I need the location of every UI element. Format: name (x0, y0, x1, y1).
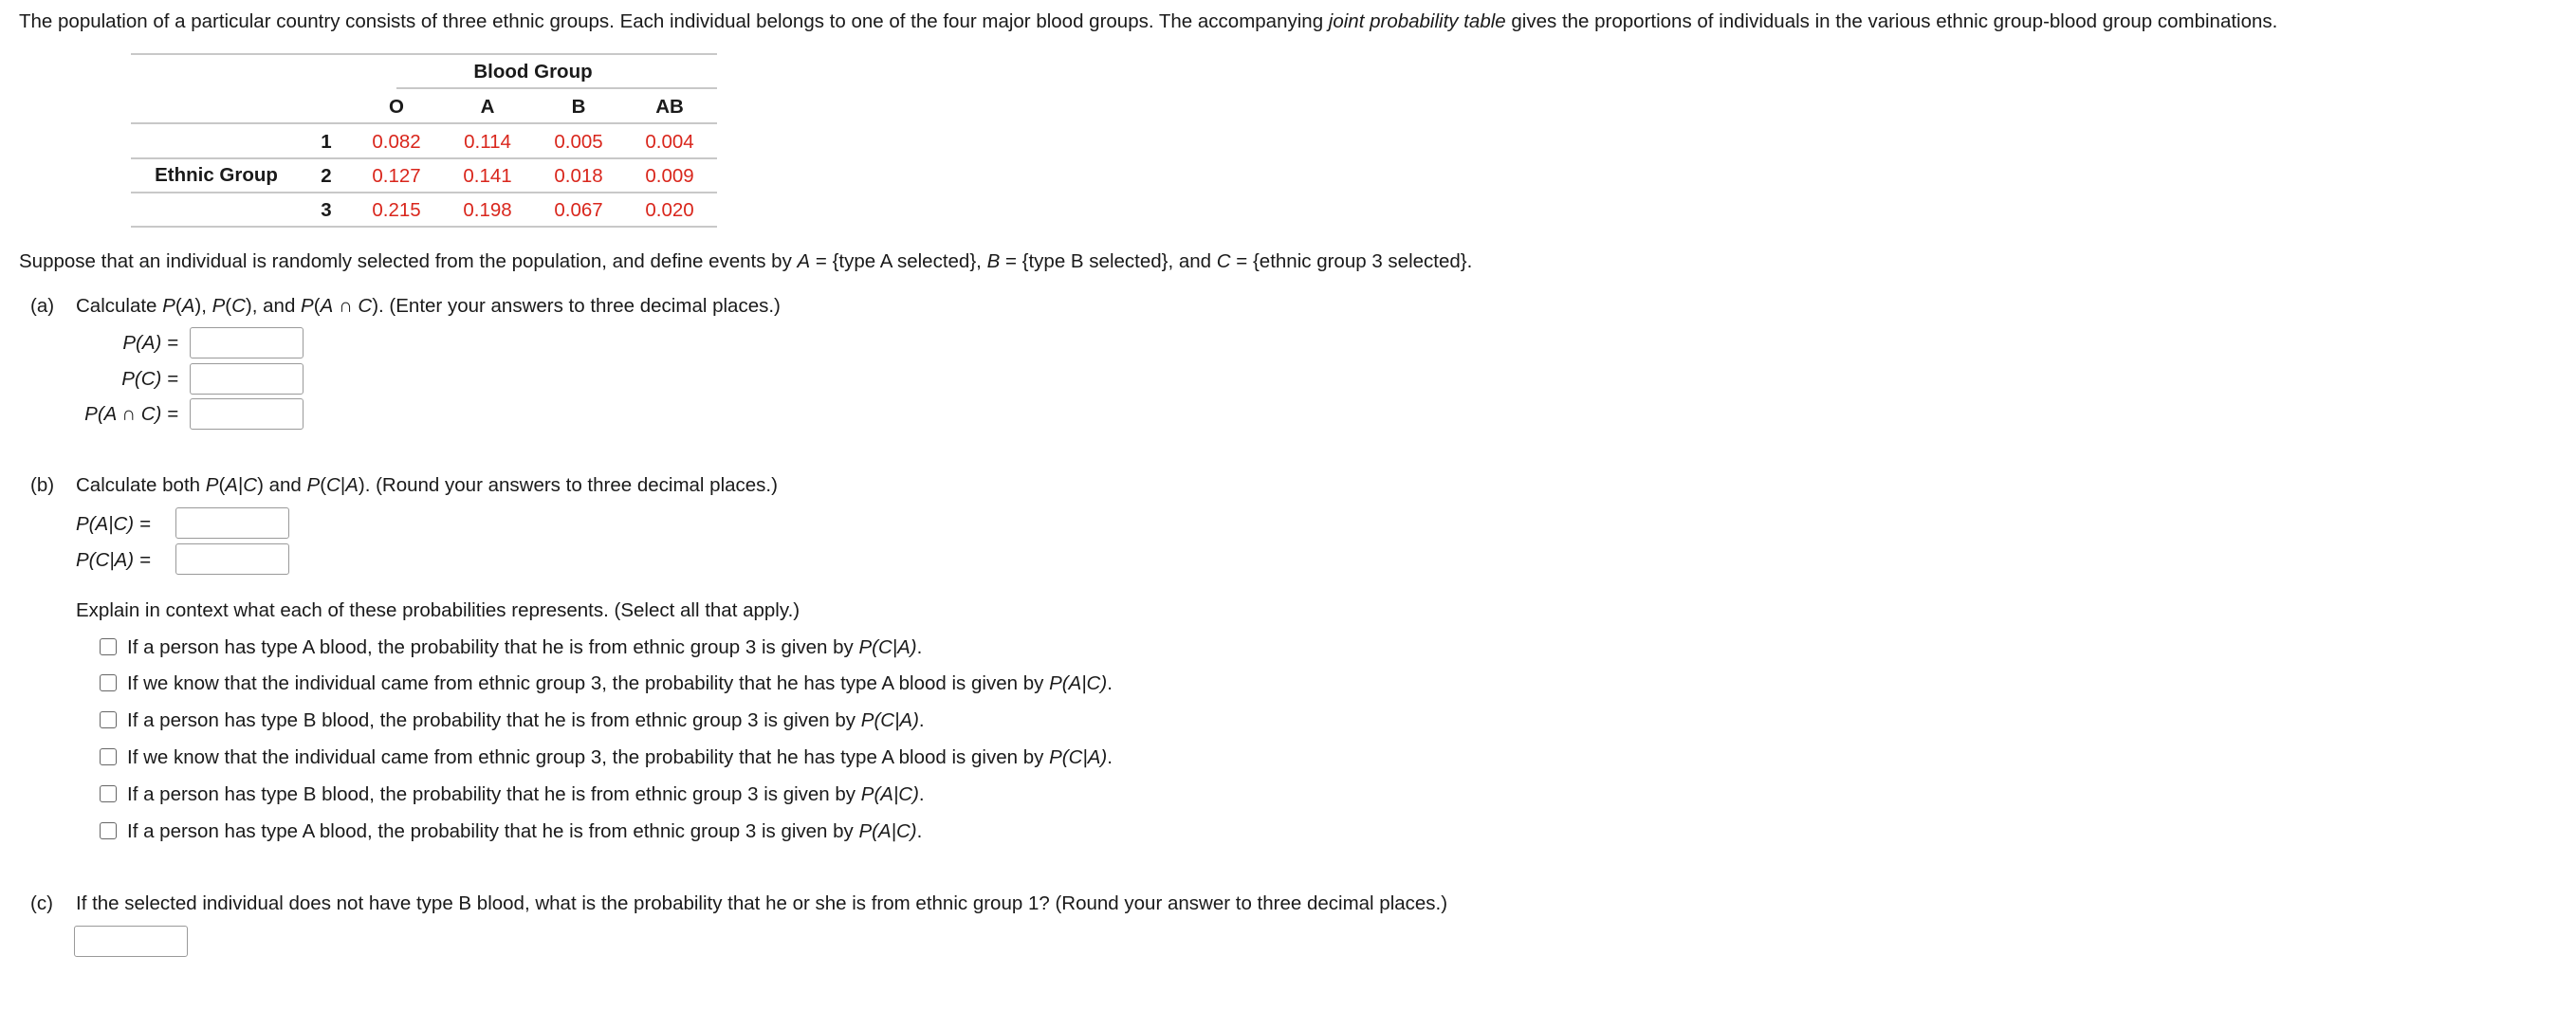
q-part: ), and (245, 295, 302, 317)
table-bottom-rule (131, 226, 717, 228)
part-b-question (76, 474, 778, 497)
p-a-input[interactable] (190, 327, 304, 358)
option-text (127, 672, 1113, 695)
table-top-rule (131, 53, 717, 55)
row-label: 2 (321, 165, 332, 187)
option-math: P(A|C) (1049, 672, 1108, 694)
option-text-part: If a person has type A blood, the probability that he is from ethnic group 3 is given by (127, 636, 859, 658)
field-label-p-c: P(C) = (121, 368, 178, 390)
q-var: C (243, 474, 258, 496)
option-end: . (916, 820, 923, 842)
option-text (127, 636, 922, 659)
q-part: ). (Enter your answers to three decimal places.) (372, 295, 781, 317)
p-c-input[interactable] (190, 363, 304, 395)
setup-part: = {type A selected}, (810, 250, 987, 272)
setup-text (19, 250, 1472, 273)
intro-before: The population of a particular country consists of three ethnic groups. Each individual belongs to one of the four major blood groups. The accompanying (19, 10, 1329, 32)
option-math: P(A|C) (858, 820, 917, 842)
q-var: P (205, 474, 219, 496)
q-part: Calculate (76, 295, 163, 317)
option-checkbox[interactable] (100, 748, 117, 765)
intro-text (19, 10, 2277, 33)
q-var: A (345, 474, 359, 496)
option-text-part: If we know that the individual came from ethnic group 3, the probability that he has type A blood is given by (127, 672, 1050, 694)
q-var: P (301, 295, 314, 317)
q-part: ( (313, 295, 321, 317)
table-cell: 0.020 (645, 199, 694, 221)
q-part: ( (320, 474, 327, 496)
option-text (127, 783, 925, 806)
setup-part: = {type B selected}, and (1000, 250, 1217, 272)
q-var: P (162, 295, 175, 317)
option-math: P(C|A) (1049, 746, 1108, 768)
q-part: ). (Round your answers to three decimal places.) (358, 474, 778, 496)
field-label-p-a-given-c: P(A|C) = (76, 513, 151, 535)
option-math: P(A|C) (860, 783, 919, 805)
part-a-question (76, 295, 781, 318)
table-cell: 0.082 (372, 131, 421, 153)
field-label-p-c-given-a: P(C|A) = (76, 549, 151, 571)
table-cell: 0.141 (463, 165, 512, 187)
field-label-p-a: P(A) = (122, 332, 178, 354)
intro-after: gives the proportions of individuals in the various ethnic group-blood group combinations. (1505, 10, 2278, 32)
part-c-letter: (c) (30, 892, 53, 914)
column-header: AB (655, 96, 684, 118)
option-checkbox[interactable] (100, 638, 117, 655)
option-checkbox[interactable] (100, 822, 117, 839)
option-checkbox[interactable] (100, 785, 117, 802)
option-text-part: If a person has type B blood, the probability that he is from ethnic group 3 is given by (127, 709, 861, 731)
q-part: Calculate both (76, 474, 206, 496)
option-text (127, 746, 1113, 769)
q-var: P (212, 295, 226, 317)
option-end: . (916, 636, 923, 658)
column-header: B (571, 96, 586, 118)
row-group-header: Ethnic Group (155, 164, 278, 186)
part-a-letter: (a) (30, 295, 55, 317)
setup-part: Suppose that an individual is randomly selected from the population, and define events by (19, 250, 798, 272)
option-end: . (1107, 746, 1113, 768)
q-part: ) and (257, 474, 307, 496)
joint-probability-table (131, 53, 717, 230)
row-rule (131, 157, 717, 159)
row-label: 3 (321, 199, 332, 221)
q-part: ( (218, 474, 226, 496)
q-part: ( (175, 295, 182, 317)
part-c-answer-input[interactable] (74, 926, 188, 957)
q-var: C (358, 295, 373, 317)
table-cell: 0.004 (645, 131, 694, 153)
table-cell: 0.198 (463, 199, 512, 221)
option-text-part: If a person has type B blood, the probability that he is from ethnic group 3 is given by (127, 783, 861, 805)
field-label-p-a-and-c: P(A ∩ C) = (84, 403, 178, 425)
explain-prompt: Explain in context what each of these probabilities represents. (Select all that apply.) (76, 599, 800, 621)
option-end: . (1107, 672, 1113, 694)
setup-var: B (986, 250, 1001, 272)
q-part: ), (194, 295, 212, 317)
part-c-question: If the selected individual does not have type B blood, what is the probability that he or she is from ethnic group 1? (Round your answer to three decimal places.) (76, 892, 1448, 914)
column-header: A (480, 96, 495, 118)
p-a-given-c-input[interactable] (175, 507, 289, 539)
table-cell: 0.127 (372, 165, 421, 187)
row-rule (131, 192, 717, 193)
table-cell: 0.018 (554, 165, 603, 187)
q-var: C (231, 295, 246, 317)
option-text-part: If a person has type A blood, the probability that he is from ethnic group 3 is given by (127, 820, 859, 842)
header-rule (396, 87, 717, 89)
option-math: P(C|A) (860, 709, 919, 731)
table-cell: 0.005 (554, 131, 603, 153)
column-header: O (389, 96, 404, 118)
q-part: | (237, 474, 244, 496)
q-var: A (225, 474, 238, 496)
table-cell: 0.114 (464, 131, 511, 153)
option-checkbox[interactable] (100, 711, 117, 728)
option-text (127, 709, 925, 732)
q-var: A (320, 295, 334, 317)
setup-part: = {ethnic group 3 selected}. (1230, 250, 1473, 272)
column-group-header: Blood Group (473, 61, 593, 83)
q-var: A (181, 295, 195, 317)
p-c-given-a-input[interactable] (175, 543, 289, 575)
q-part: | (340, 474, 346, 496)
p-a-and-c-input[interactable] (190, 398, 304, 430)
table-cell: 0.009 (645, 165, 694, 187)
table-cell: 0.215 (372, 199, 421, 221)
option-end: . (918, 709, 925, 731)
q-var: C (326, 474, 340, 496)
columns-rule (131, 122, 717, 124)
option-end: . (918, 783, 925, 805)
option-checkbox[interactable] (100, 674, 117, 691)
setup-var: C (1216, 250, 1231, 272)
part-b-letter: (b) (30, 474, 55, 496)
q-part: ( (225, 295, 232, 317)
option-math: P(C|A) (858, 636, 917, 658)
table-cell: 0.067 (554, 199, 603, 221)
q-var: P (306, 474, 321, 496)
option-text (127, 820, 922, 843)
intro-italic: joint probability table (1328, 10, 1506, 32)
q-part: ∩ (333, 295, 359, 317)
setup-var: A (797, 250, 811, 272)
row-label: 1 (321, 131, 332, 153)
option-text-part: If we know that the individual came from ethnic group 3, the probability that he has type A blood is given by (127, 746, 1050, 768)
